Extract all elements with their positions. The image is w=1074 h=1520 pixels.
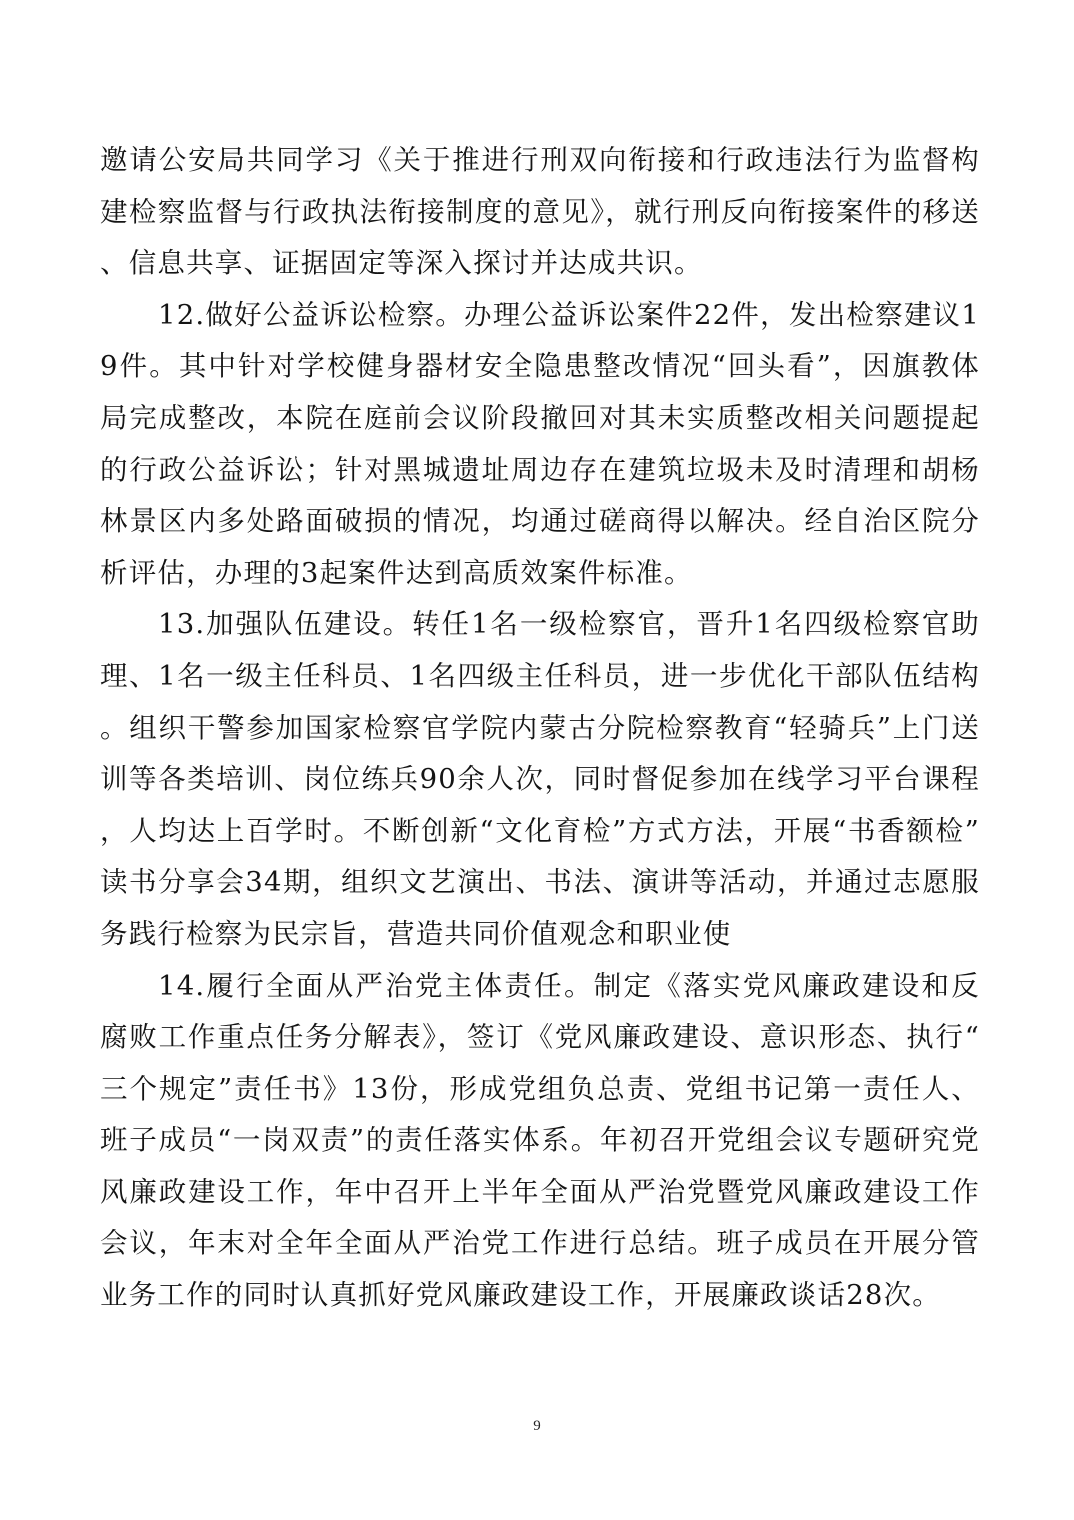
page-number: 9	[533, 1418, 541, 1434]
body-text	[100, 135, 980, 1322]
paragraph-14-party-discipline: 14.履行全面从严治党主体责任。制定《落实党风廉政建设和反腐败工作重点任务分解表》，签订《党风廉政建设、意识形态、执行“三个规定”责任书》13份，形成党组负总责、党组书记第一责任人、班子成员“一岗双责”的责任落实体系。年初召开党组会议专题研究党风廉政建设工作，年中召开上半年全面从严治党暨党风廉政建设工作会议，年末对全年全面从严治党工作进行总结。班子成员在开展分管业务工作的同时认真抓好党风廉政建设工作，开展廉政谈话28次。	[100, 969, 980, 1312]
paragraph-continued: 邀请公安局共同学习《关于推进行刑双向衔接和行政违法行为监督构建检察监督与行政执法衔接制度的意见》，就行刑反向衔接案件的移送、信息共享、证据固定等深入探讨并达成共识。	[100, 144, 980, 280]
paragraph-13-team-building: 13.加强队伍建设。转任1名一级检察官，晋升1名四级检察官助理、1名一级主任科员、1名四级主任科员，进一步优化干部队伍结构。组织干警参加国家检察官学院内蒙古分院检察教育“轻骑兵”上门送训等各类培训、岗位练兵90余人次，同时督促参加在线学习平台课程，人均达上百学时。不断创新“文化育检”方式方法，开展“书香额检”读书分享会34期，组织文艺演出、书法、演讲等活动，并通过志愿服务践行检察为民宗旨，营造共同价值观念和职业使	[100, 608, 980, 950]
paragraph-12-public-interest-litigation: 12.做好公益诉讼检察。办理公益诉讼案件22件，发出检察建议19件。其中针对学校健身器材安全隐患整改情况“回头看”，因旗教体局完成整改，本院在庭前会议阶段撤回对其未实质整改相关问题提起的行政公益诉讼；针对黑城遗址周边存在建筑垃圾未及时清理和胡杨林景区内多处路面破损的情况，均通过磋商得以解决。经自治区院分析评估，办理的3起案件达到高质效案件标准。	[100, 298, 980, 589]
